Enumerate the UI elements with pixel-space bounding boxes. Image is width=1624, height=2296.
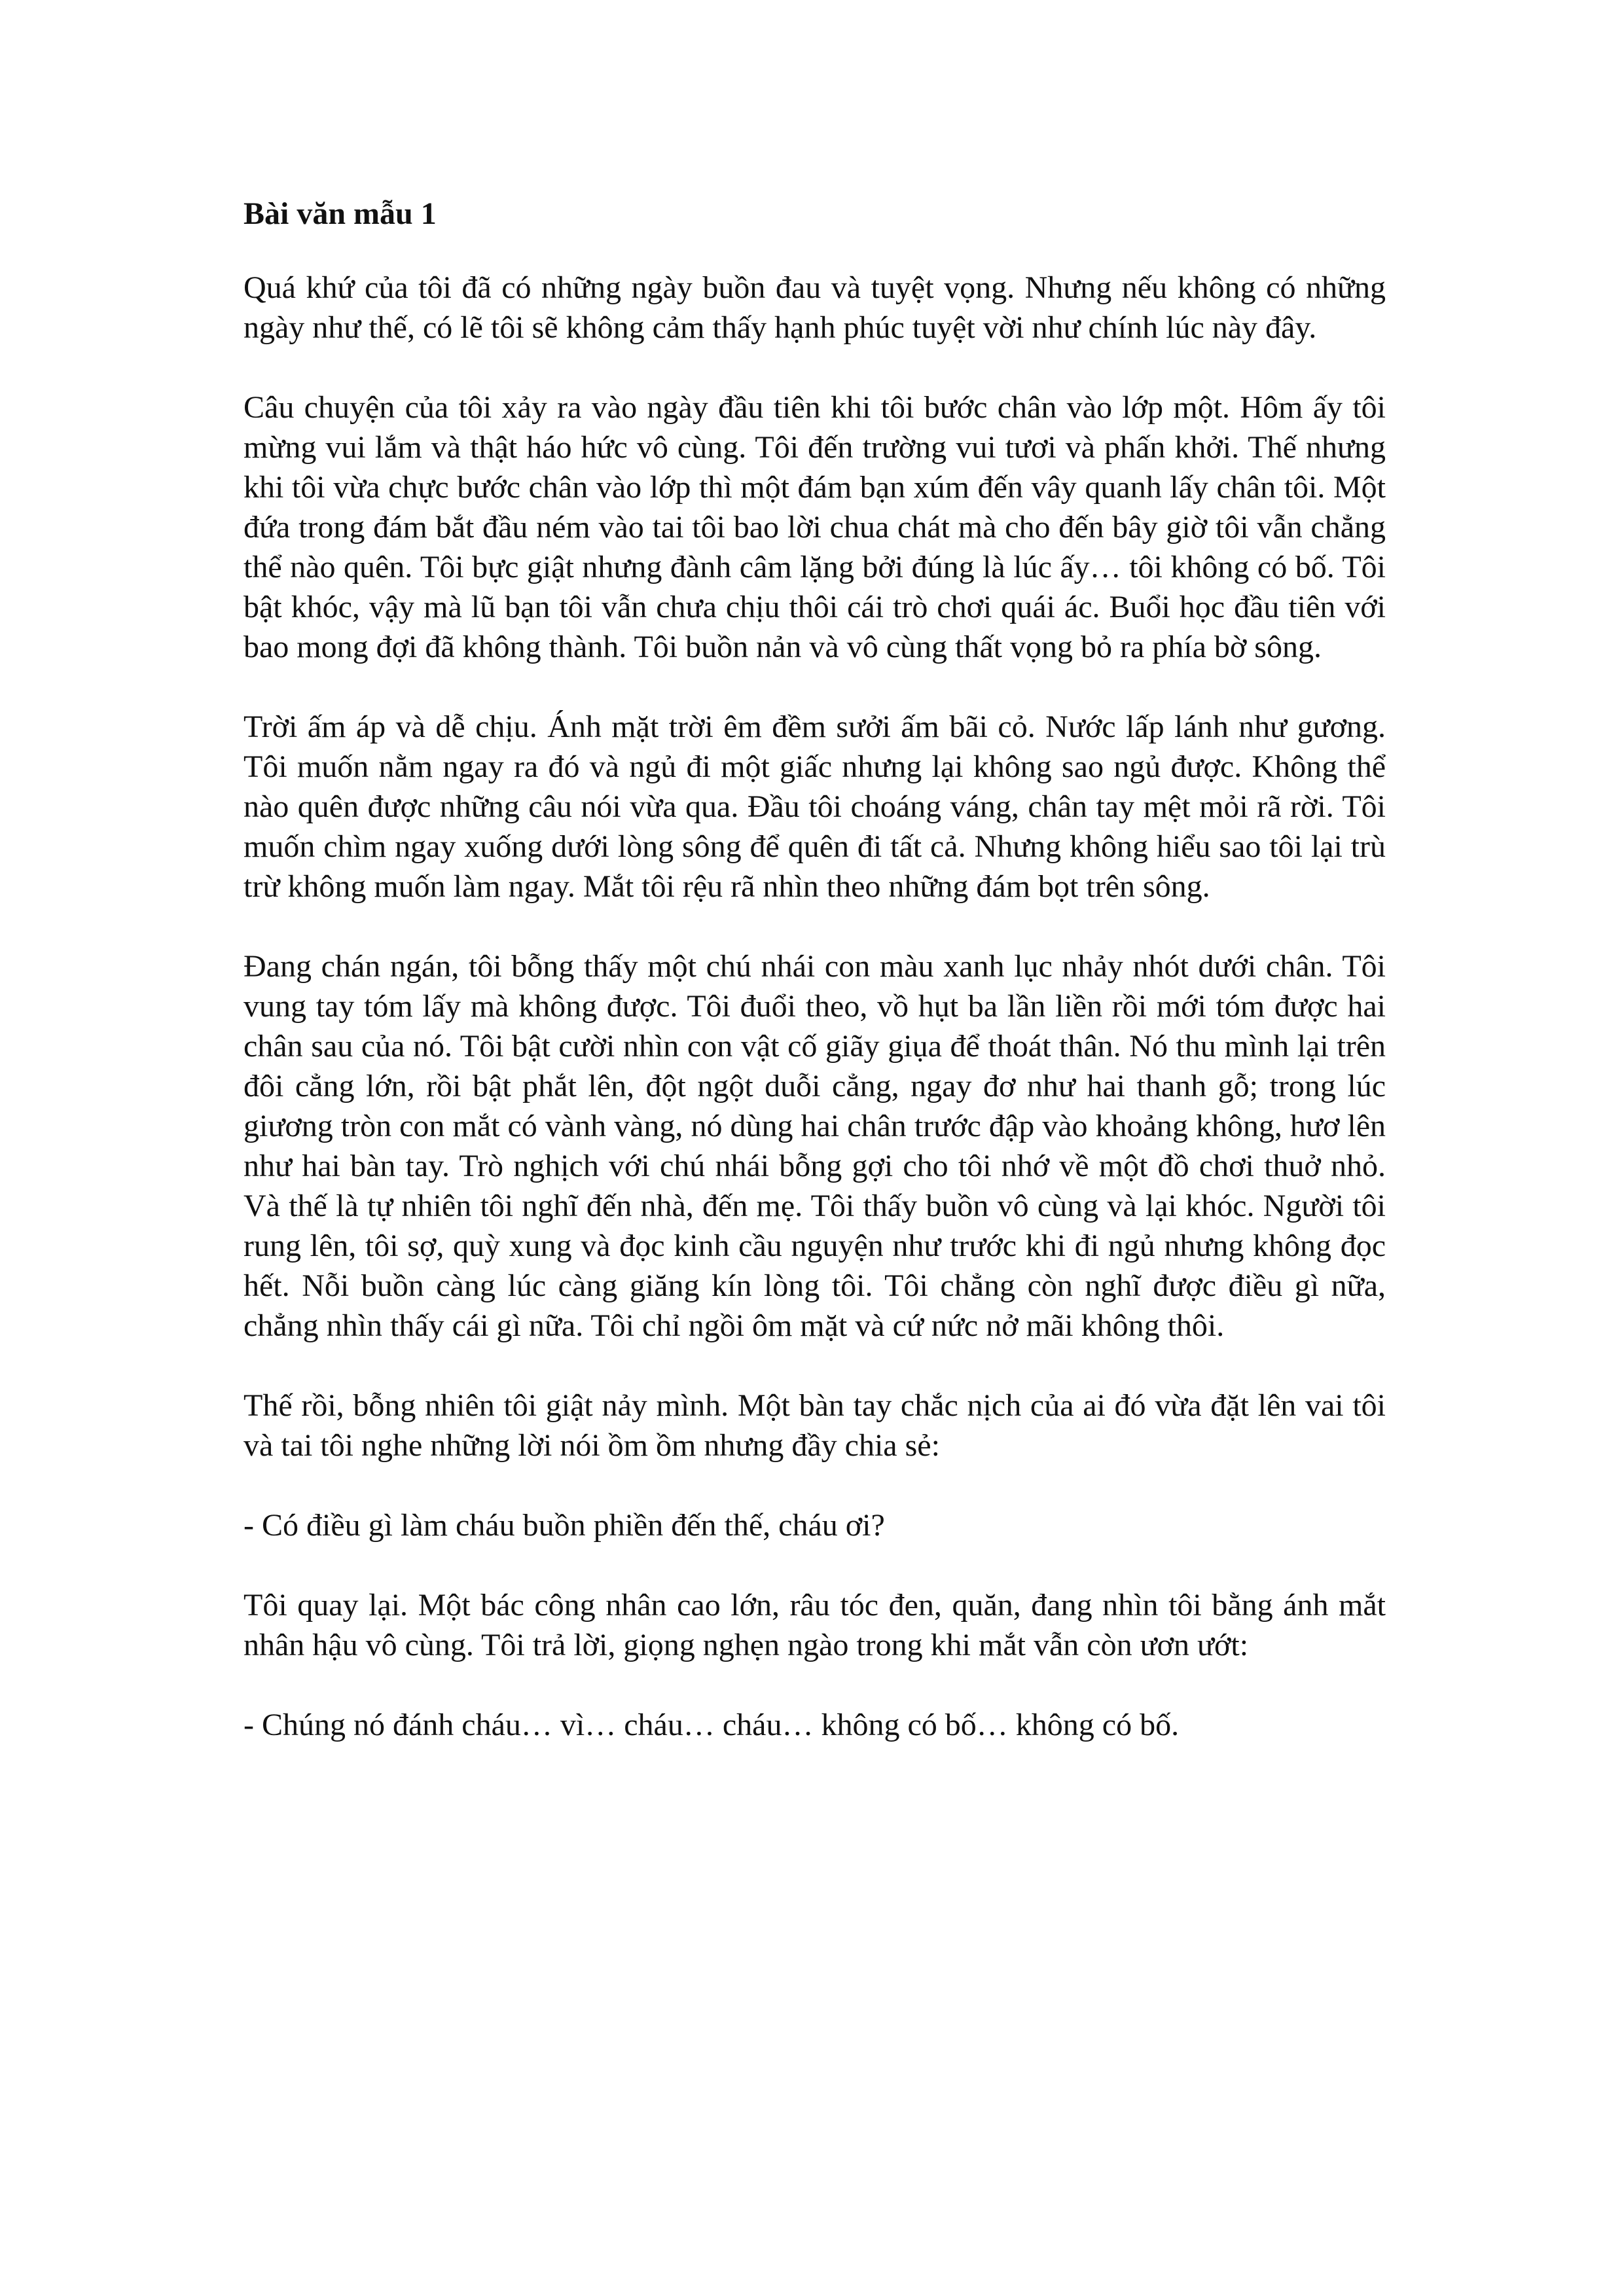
paragraph: Tôi quay lại. Một bác công nhân cao lớn, râu tóc đen, quăn, đang nhìn tôi bằng ánh mắt nhân hậu vô cùng. Tôi trả lời, giọng nghẹn ngào trong khi mắt vẫn còn ươn ướt: <box>244 1588 1386 1662</box>
paragraph: Đang chán ngán, tôi bỗng thấy một chú nhái con màu xanh lục nhảy nhót dưới chân. Tôi vung tay tóm lấy mà không được. Tôi đuổi theo, vồ hụt ba lần liền rồi mới tóm được hai chân sau của nó. Tôi bật cười nhìn con vật cố giãy giụa để thoát thân. Nó thu mình lại trên đôi cẳng lớn, rồi bật phắt lên, đột ngột duỗi cẳng, ngay đơ như hai thanh gỗ; trong lúc giương tròn con mắt có vành vàng, nó dùng hai chân trước đập vào khoảng không, hươ lên như hai bàn tay. Trò nghịch với chú nhái bỗng gợi cho tôi nhớ về một đồ chơi thuở nhỏ. Và thế là tự nhiên tôi nghĩ đến nhà, đến mẹ. Tôi thấy buồn vô cùng và lại khóc. Người tôi rung lên, tôi sợ, quỳ xung và đọc kinh cầu nguyện như trước khi đi ngủ nhưng không đọc hết. Nỗi buồn càng lúc càng giăng kín lòng tôi. Tôi chẳng còn nghĩ được điều gì nữa, chẳng nhìn thấy cái gì nữa. Tôi chỉ ngồi ôm mặt và cứ nức nở mãi không thôi. <box>244 949 1386 1343</box>
document-page <box>244 194 1386 1745</box>
paragraph: Thế rồi, bỗng nhiên tôi giật nảy mình. Một bàn tay chắc nịch của ai đó vừa đặt lên vai tôi và tai tôi nghe những lời nói ồm ồm nhưng đầy chia sẻ: <box>244 1388 1386 1463</box>
document-title: Bài văn mẫu 1 <box>244 196 437 231</box>
paragraph: Câu chuyện của tôi xảy ra vào ngày đầu tiên khi tôi bước chân vào lớp một. Hôm ấy tôi mừng vui lắm và thật háo hức vô cùng. Tôi đến trường vui tươi và phấn khởi. Thế nhưng khi tôi vừa chực bước chân vào lớp thì một đám bạn xúm đến vây quanh lấy chân tôi. Một đứa trong đám bắt đầu ném vào tai tôi bao lời chua chát mà cho đến bây giờ tôi vẫn chẳng thể nào quên. Tôi bực giật nhưng đành câm lặng bởi đúng là lúc ấy… tôi không có bố. Tôi bật khóc, vậy mà lũ bạn tôi vẫn chưa chịu thôi cái trò chơi quái ác. Buổi học đầu tiên với bao mong đợi đã không thành. Tôi buồn nản và vô cùng thất vọng bỏ ra phía bờ sông. <box>244 390 1386 664</box>
dialogue-line: - Có điều gì làm cháu buồn phiền đến thế, cháu ơi? <box>244 1508 885 1543</box>
paragraph: Trời ấm áp và dễ chịu. Ánh mặt trời êm đềm sưởi ấm bãi cỏ. Nước lấp lánh như gương. Tôi muốn nằm ngay ra đó và ngủ đi một giấc nhưng lại không sao ngủ được. Không thể nào quên được những câu nói vừa qua. Đầu tôi choáng váng, chân tay mệt mỏi rã rời. Tôi muốn chìm ngay xuống dưới lòng sông để quên đi tất cả. Nhưng không hiểu sao tôi lại trù trừ không muốn làm ngay. Mắt tôi rệu rã nhìn theo những đám bọt trên sông. <box>244 709 1386 904</box>
paragraph: Quá khứ của tôi đã có những ngày buồn đau và tuyệt vọng. Nhưng nếu không có những ngày như thế, có lẽ tôi sẽ không cảm thấy hạnh phúc tuyệt vời như chính lúc này đây. <box>244 270 1386 345</box>
dialogue-line: - Chúng nó đánh cháu… vì… cháu… cháu… không có bố… không có bố. <box>244 1708 1180 1742</box>
